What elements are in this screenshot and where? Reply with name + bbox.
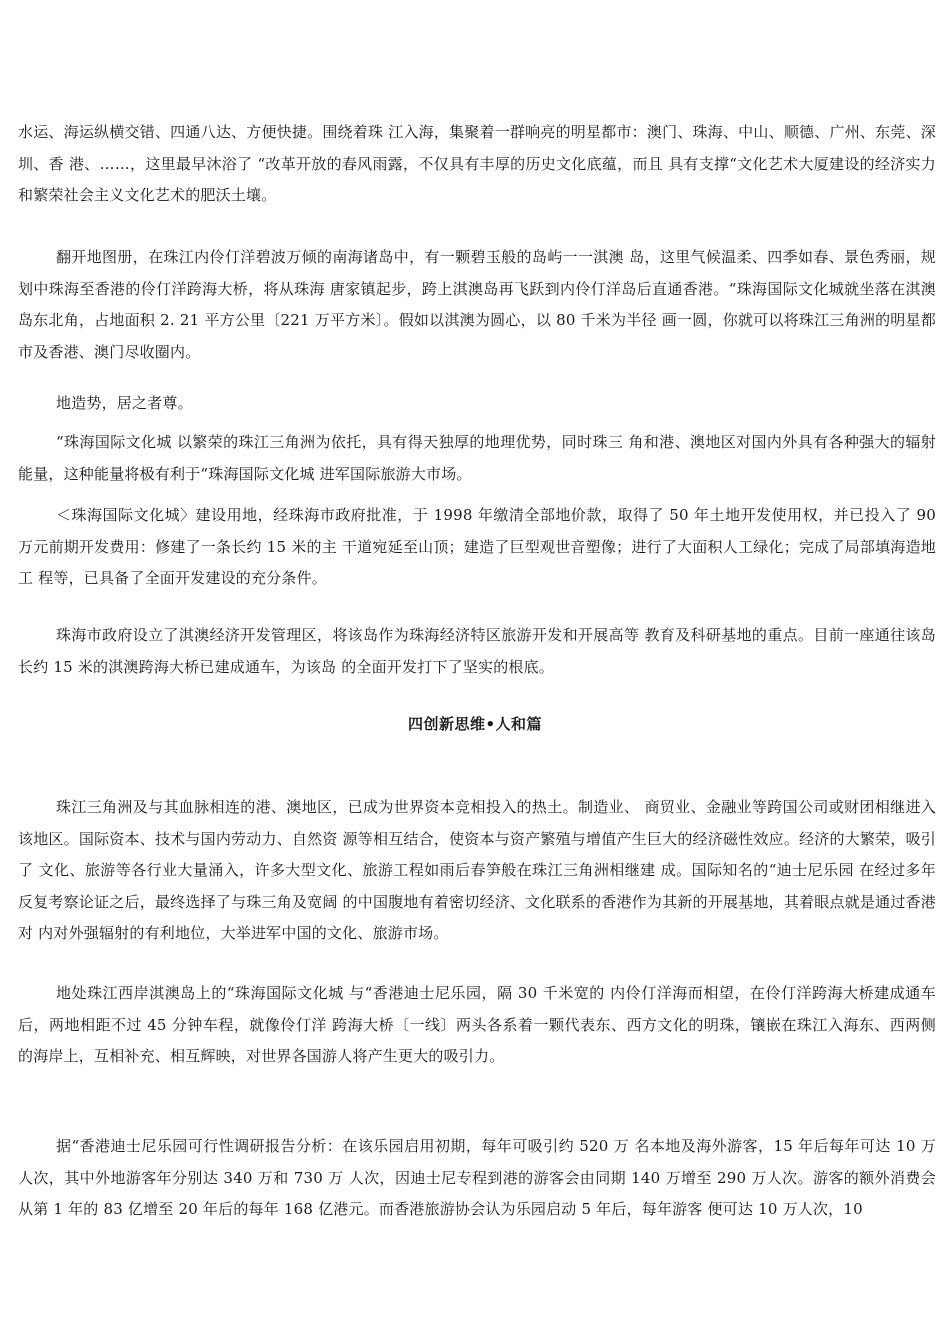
paragraph-government: 珠海市政府设立了淇澳经济开发管理区，将该岛作为珠海经济特区旅游开发和开展高等 教育及科研基地的重点。目前一座通往该岛长约 15 米的淇澳跨海大桥已建成通车，为该岛 的全面开发打下了坚实的根底。 bbox=[18, 626, 936, 676]
paragraph-geography: 地造势，居之者尊。 bbox=[56, 394, 193, 412]
paragraph-land-use: ＜珠海国际文化城〉建设用地，经珠海市政府批准，于 1998 年缴清全部地价款，取得了 50 年土地开发使用权，并已投入了 90 万元前期开发费用：修建了一条长约 15 米的主 干道宛延至山顶；建造了巨型观世音塑像；进行了大面积人工绿化；完成了局部填海造地工 程等，已具备了全面开发建设的充分条件。 bbox=[18, 506, 936, 587]
paragraph-investment: 珠江三角洲及与其血脉相连的港、澳地区，已成为世界资本竞相投入的热土。制造业、 商贸业、金融业等跨国公司或财团相继进入该地区。国际资本、技术与国内劳动力、自然资 源等相互结合，使资本与资产繁殖与增值产生巨大的经济磁性效应。经济的大繁荣，吸引了 文化、旅游等各行业大量涌入，许多大型文化、旅游工程如雨后春笋般在珠江三角洲相继建 成。国际知名的“迪士尼乐园 在经过多年反复考察论证之后，最终选择了与珠三角及宽阔 的中国腹地有着密切经济、文化联系的香港作为其新的开展基地，其着眼点就是通过香港对 内对外强辐射的有利地位，大举进军中国的文化、旅游市场。 bbox=[18, 798, 936, 942]
paragraph-disney-report: 据“香港迪士尼乐园可行性调研报告分析：在该乐园启用初期，每年可吸引约 520 万 名本地及海外游客，15 年后每年可达 10 万人次，其中外地游客年分别达 340 万和 730 万 人次，因迪士尼专程到港的游客会由同期 140 万增至 290 万人次。游客的额外消费会从第 1 年的 83 亿增至 20 年后的每年 168 亿港元。而香港旅游协会认为乐园启动 5 年后，每年游客 便可达 10 万人次，10 bbox=[18, 1137, 936, 1218]
paragraph-qiao-island: 翻开地图册，在珠江内伶仃洋碧波万倾的南海诸岛中，有一颗碧玉般的岛屿一一淇澳 岛，这里气候温柔、四季如春、景色秀丽，规划中珠海至香港的伶仃洋跨海大桥，将从珠海 唐家镇起步，跨上淇澳岛再飞跃到内伶仃洋岛后直通香港。“珠海国际文化城就坐落在淇澳 岛东北角，占地面积 2. 21 平方公里〔221 万平方米〕。假如以淇澳为圆心，以 80 千米为半径 画一圆，你就可以将珠江三角洲的明星都市及香港、澳门尽收圈内。 bbox=[18, 248, 936, 361]
paragraph-advantage: “珠海国际文化城 以繁荣的珠江三角洲为依托，具有得天独厚的地理优势，同时珠三 角和港、澳地区对国内外具有各种强大的辐射能量，这种能量将极有利于“珠海国际文化城 进军国际旅游大市场。 bbox=[18, 433, 936, 483]
paragraph-transport: 水运、海运纵横交错、四通八达、方便快捷。围绕着珠 江入海，集聚着一群响亮的明星都市：澳门、珠海、中山、顺德、广州、东莞、深圳、香 港、……，这里最早沐浴了 “改革开放的春风雨露，不仅具有丰厚的历史文化底蕴，而且 具有支撑“文化艺术大厦建设的经济实力和繁荣社会主义文化艺术的肥沃土壤。 bbox=[18, 123, 936, 204]
paragraph-disney-comparison: 地处珠江西岸淇澳岛上的“珠海国际文化城 与“香港迪士尼乐园，隔 30 千米宽的 内伶仃洋海而相望，在伶仃洋跨海大桥建成通车后，两地相距不过 45 分钟车程，就像伶仃洋 跨海大桥〔一线〕两头各系着一颗代表东、西方文化的明珠，镶嵌在珠江入海东、西两侧 的海岸上，互相补充、相互辉映，对世界各国游人将产生更大的吸引力。 bbox=[18, 984, 936, 1065]
section-heading: 四创新思维•人和篇 bbox=[407, 715, 543, 733]
